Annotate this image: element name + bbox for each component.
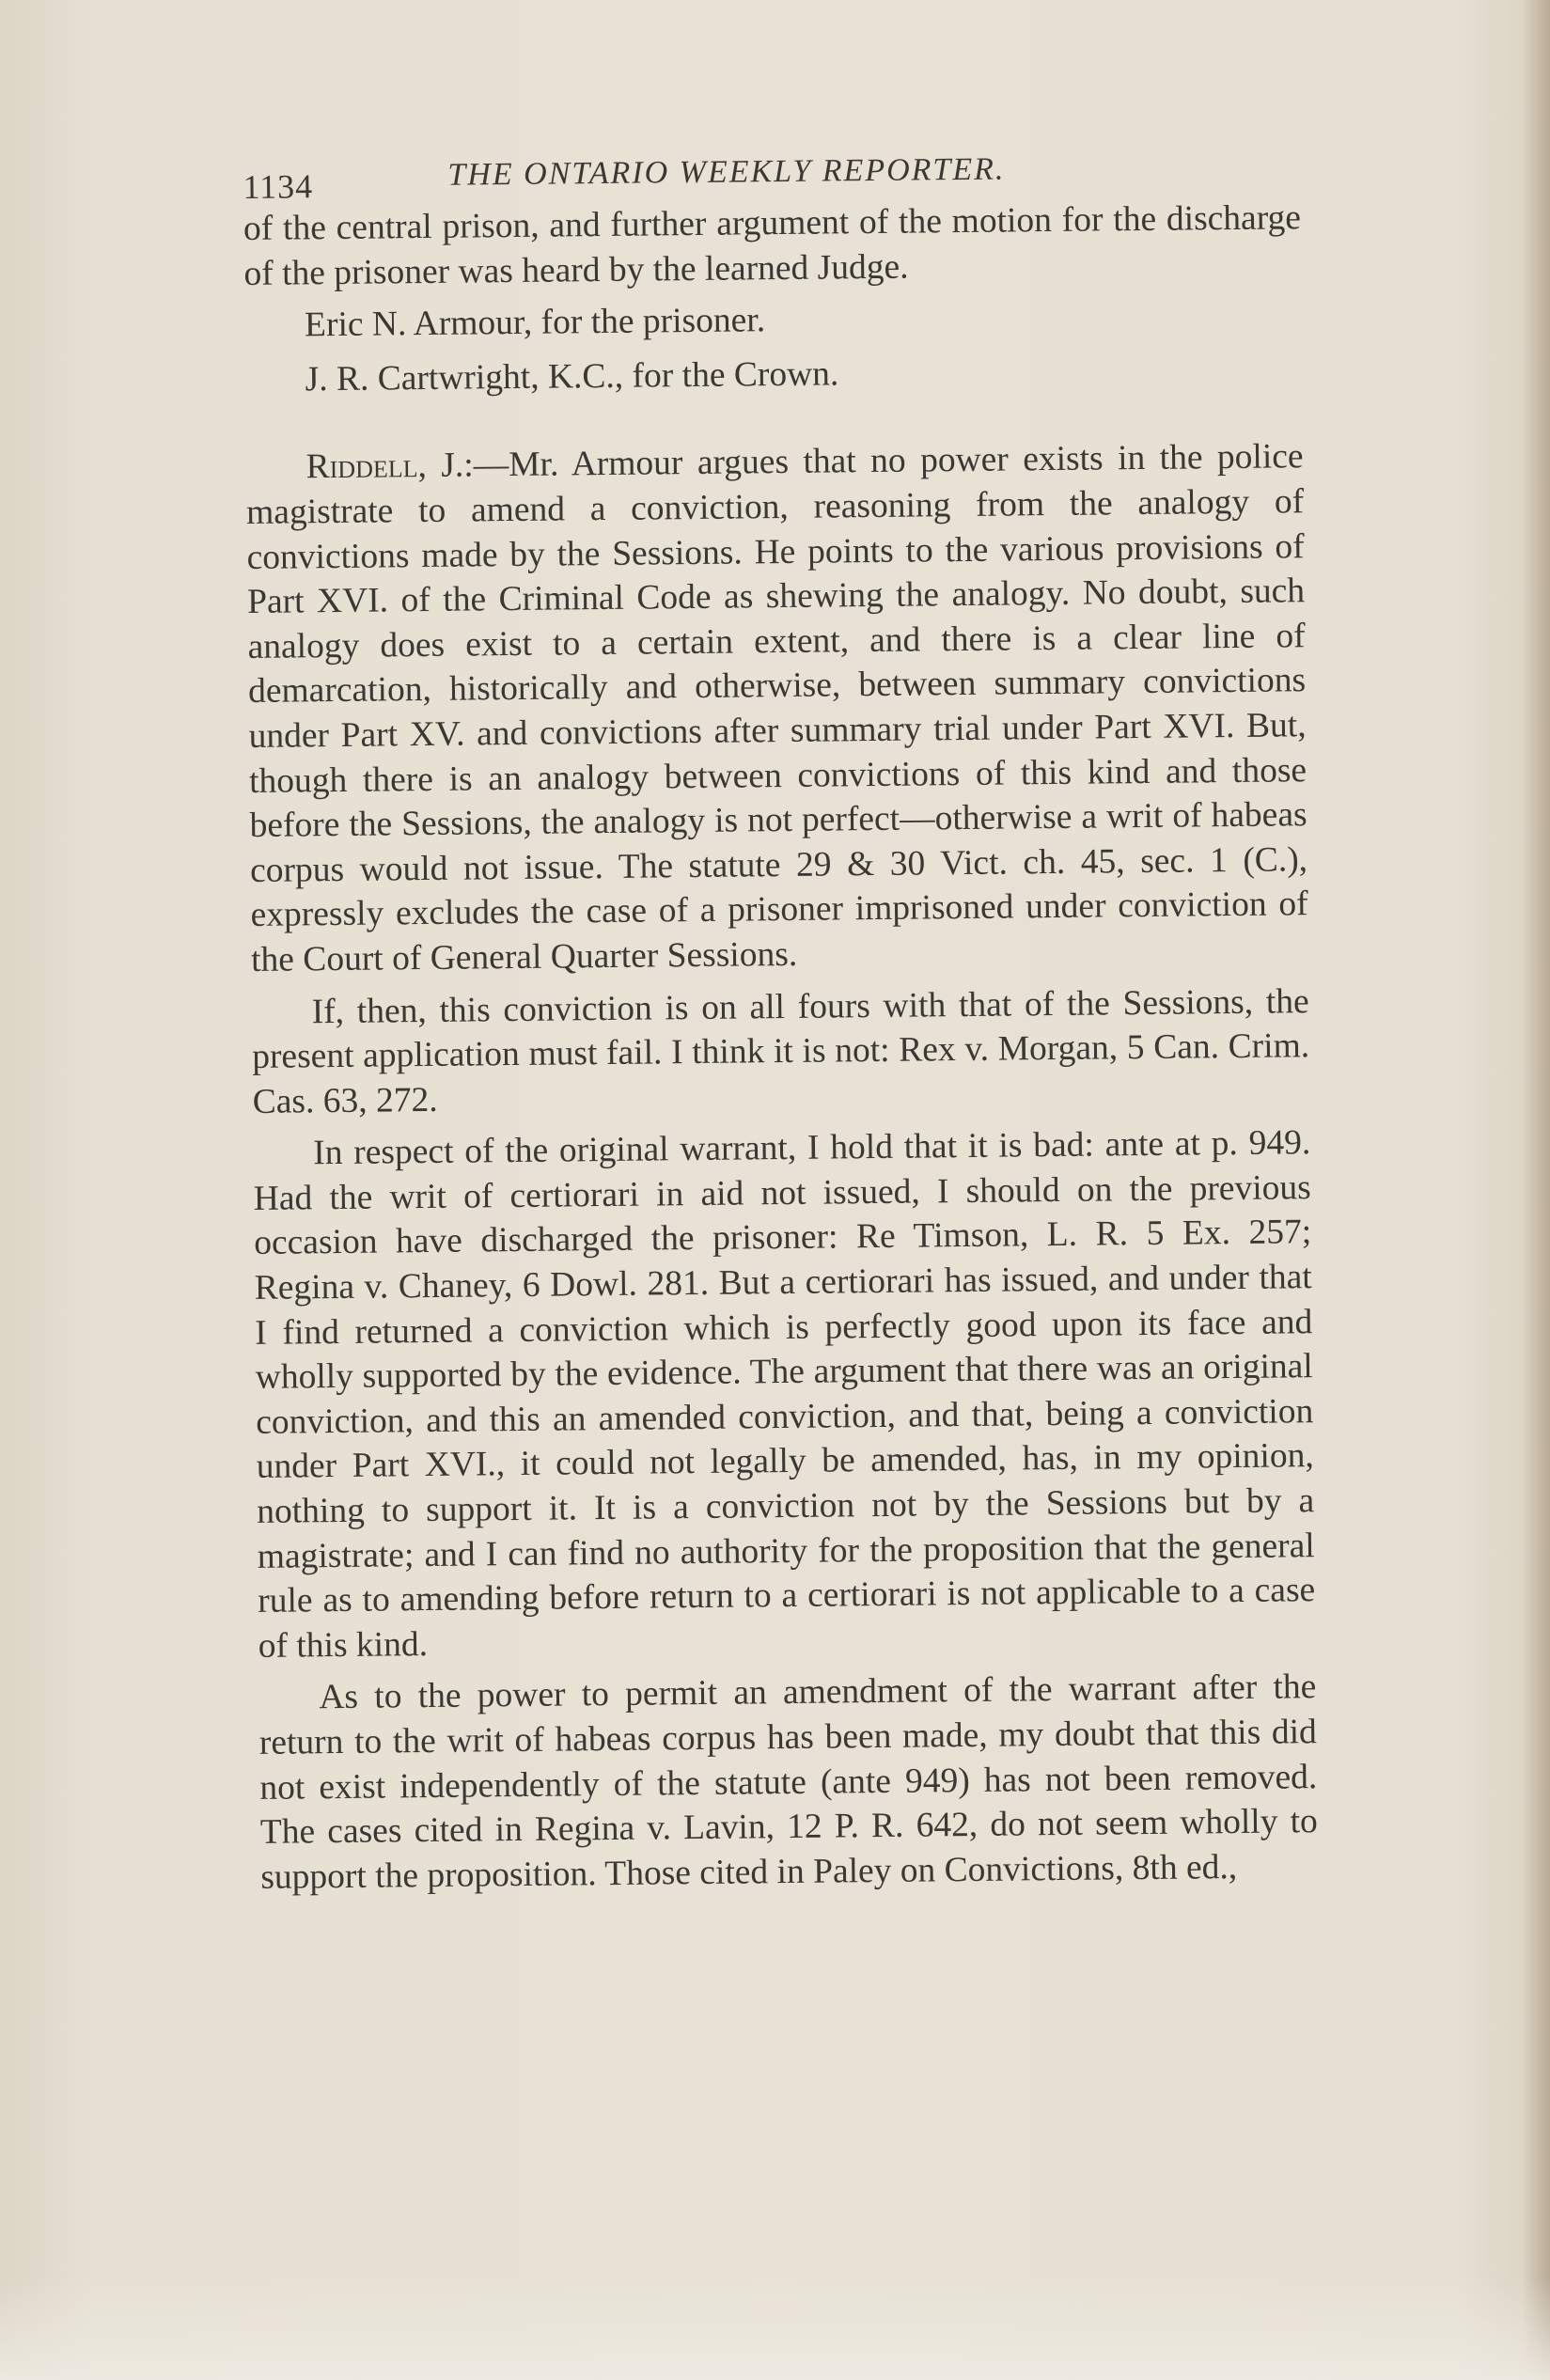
paragraph-4: As to the power to permit an amendment of the warrant after the return to the writ of habeas corpus has been made, my doubt that this did not exist independently of the statute (ante 949) has not been removed. The cases cited in Regina v. Lavin, 12 P. R. 642, do not seem wholly to support the proposition. Those cited in Paley on Convictions, 8th ed.,: [258, 1668, 1318, 1897]
counsel-prisoner: Eric N. Armour, for the prisoner.: [304, 301, 766, 345]
judge-name: Riddell, J.: [305, 446, 464, 487]
paragraph-3: In respect of the original warrant, I hold that it is bad: ante at p. 949. Had the writ of certiorari in aid not issued, I should on the previous occasion have discharged the prisoner: Re Timson, L. R. 5 Ex. 257; Regina v. Chaney, 6 Dowl. 281. But a certiorari has issued, and under that I find returned a conviction which is perfectly good upon its face and wholly supported by the evidence. The argument that there was an original conviction, and this an amended conviction, and that, being a conviction under Part XVI., it could not legally be amended, has, in my opinion, nothing to support it. It is a conviction not by the Sessions but by a magistrate; and I can find no authority for the proposition that the general rule as to amending before return to a certiorari is not applicable to a case of this kind.: [253, 1123, 1316, 1666]
judgment-opening-text: :—Mr. Armour argues that no power exists in the police magistrate to amend a conviction, reasoning from the analogy of convictions made by the Sessions. He points to the various provisions of Part XVI. of the Criminal Code as shewing the analogy. No doubt, such analogy does exist to a certain extent, and there is a clear line of demarcation, historically and otherwise, between summary convictions under Part XV. and convictions after summary trial under Part XVI. But, though there is an analogy between convictions of this kind and those before the Sessions, the analogy is not perfect—otherwise a writ of habeas corpus would not issue. The statute 29 & 30 Vict. ch. 45, sec. 1 (C.), expressly excludes the case of a prisoner imprisoned under conviction of the Court of General Quarter Sessions.: [245, 437, 1308, 979]
page-bottom-edge: [0, 2277, 1550, 2380]
page-spine-shadow: [1522, 0, 1550, 2380]
page-number: 1134: [243, 167, 314, 206]
text-block: [243, 130, 1319, 1900]
continuation-paragraph: of the central prison, and further argument of the motion for the discharge of the prisoner was heard by the learned Judge.: [243, 198, 1302, 293]
journal-title: THE ONTARIO WEEKLY REPORTER.: [447, 151, 1006, 193]
paragraph-2: If, then, this conviction is on all fours with that of the Sessions, the present application must fail. I think it is not: Rex v. Morgan, 5 Can. Crim. Cas. 63, 272.: [251, 981, 1310, 1121]
running-head: [243, 130, 1301, 207]
judgment-paragraph: [245, 435, 1308, 983]
counsel-crown: J. R. Cartwright, K.C., for the Crown.: [305, 354, 839, 399]
